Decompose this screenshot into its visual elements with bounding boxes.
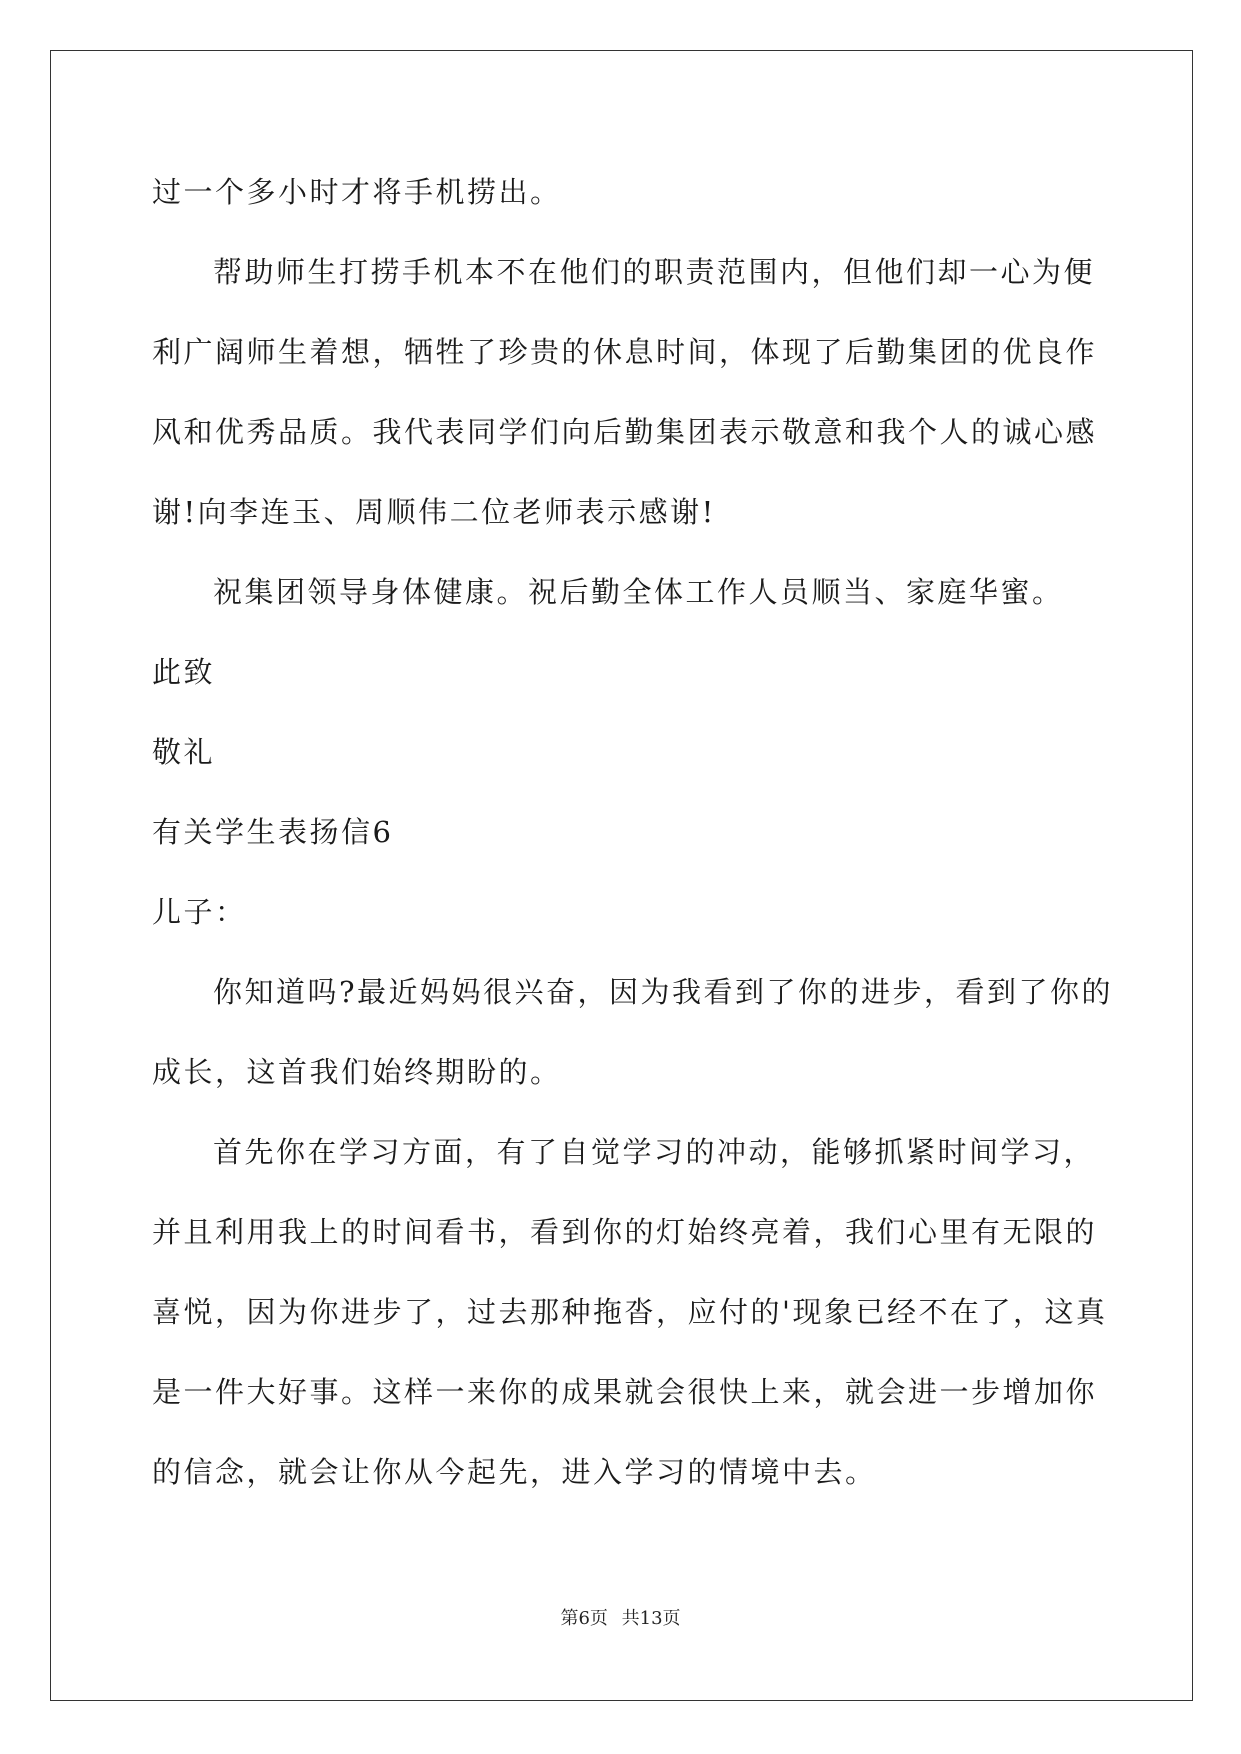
section-heading: 有关学生表扬信6: [152, 815, 394, 849]
page-number: 第6页: [560, 1608, 608, 1629]
text-line: 的信念，就会让你从今起先，进入学习的情境中去。: [152, 1455, 877, 1489]
text-line: 过一个多小时才将手机捞出。: [152, 175, 562, 209]
page-total: 共13页: [621, 1608, 681, 1629]
closing-regards: 敬礼: [152, 735, 216, 769]
text-line: 利广阔师生着想，牺牲了珍贵的休息时间，体现了后勤集团的优良作: [152, 335, 1098, 369]
text-line: 并且利用我上的时间看书，看到你的灯始终亮着，我们心里有无限的: [152, 1215, 1098, 1249]
paragraph-first-line: 你知道吗?最近妈妈很兴奋，因为我看到了你的进步，看到了你的: [213, 975, 1114, 1009]
closing-salutation: 此致: [152, 655, 216, 689]
paragraph-first-line: 首先你在学习方面，有了自觉学习的冲动，能够抓紧时间学习，: [213, 1135, 1096, 1169]
text-line: 风和优秀品质。我代表同学们向后勤集团表示敬意和我个人的诚心感: [152, 415, 1098, 449]
paragraph-first-line: 帮助师生打捞手机本不在他们的职责范围内，但他们却一心为便: [213, 255, 1096, 289]
text-line: 是一件大好事。这样一来你的成果就会很快上来，就会进一步增加你: [152, 1375, 1098, 1409]
text-line: 喜悦，因为你进步了，过去那种拖沓，应付的'现象已经不在了，这真: [152, 1295, 1108, 1329]
text-line: 谢!向李连玉、周顺伟二位老师表示感谢!: [152, 495, 716, 529]
letter-greeting: 儿子：: [152, 895, 247, 929]
paragraph-first-line: 祝集团领导身体健康。祝后勤全体工作人员顺当、家庭华蜜。: [213, 575, 1064, 609]
page-footer: [0, 1607, 1241, 1631]
text-line: 成长，这首我们始终期盼的。: [152, 1055, 562, 1089]
